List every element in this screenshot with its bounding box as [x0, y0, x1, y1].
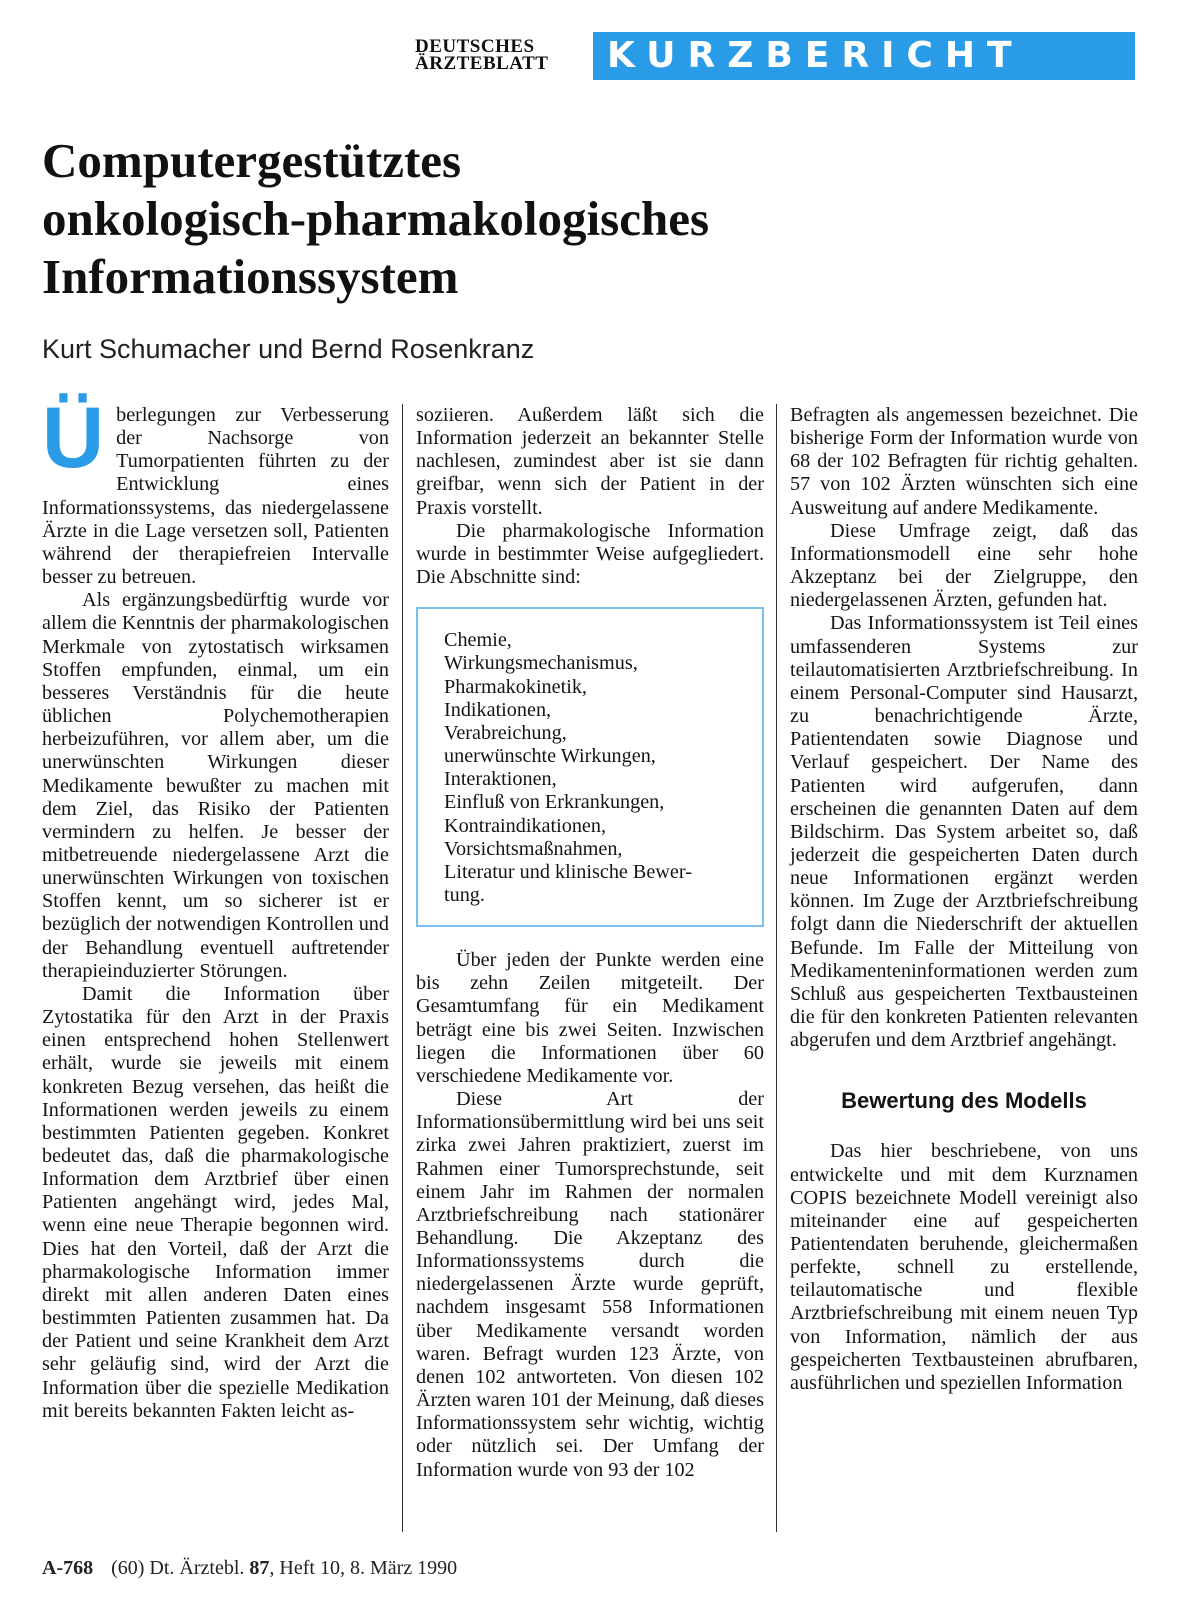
article-title-line3: Informationssystem — [42, 249, 459, 304]
citation-volume: 87 — [249, 1557, 270, 1579]
paragraph: soziieren. Außerdem läßt sich die Information jederzeit an bekannter Stelle nachlesen, zumindest aber ist sie dann greifbar, wenn sich der Patient in der Praxis vorstellt. — [416, 404, 764, 519]
section-heading: Bewertung des Modells — [841, 1088, 1087, 1114]
list-item: unerwünschte Wirkungen, — [444, 745, 656, 768]
list-item: Pharmakokinetik, — [444, 675, 587, 698]
paragraph: Befragten als angemessen bezeichnet. Die bisherige Form der Information wurde von 68 der 102 Befragten für richtig gehalten. 57 von 102 Ärzten wünschten sich eine Ausweitung auf andere Medikamente. — [790, 404, 1138, 519]
column-divider — [776, 404, 777, 1532]
sections-list-box — [416, 607, 764, 927]
journal-name-line1: DEUTSCHES — [415, 36, 535, 57]
paragraph: Damit die Information über Zytostatika für den Arzt in der Praxis einen entsprechend hohen Stellenwert erhält, wurde sie jeweils mit einem konkreten Bezug versehen, das heißt die Informationen werden jeweils zu einem bestimmten Patienten gegeben. Konkret bedeutet das, daß die pharmakologische Information dem Arztbrief über einen Patienten angehängt wird, jedes Mal, wenn eine neue Therapie begonnen wird. Dies hat den Vorteil, daß der Arzt die pharmakologische Information immer direkt mit allen anderen Daten eines bestimmten Patienten zusammen hat. Da der Patient und seine Krankheit dem Arzt sehr geläufig sind, wird der Arzt die Information über die spezielle Medikation mit bereits bekannten Fakten leicht as- — [42, 982, 389, 1422]
page-footer — [42, 1557, 457, 1580]
column-divider — [402, 404, 403, 1532]
paragraph: Diese Art der Informationsübermittlung wird bei uns seit zirka zwei Jahren praktiziert, zuerst im Rahmen einer Tumorsprechstunde, seit einem Jahr im Rahmen der normalen Arztbriefschreibung nach stationärer Behandlung. Die Akzeptanz des Informationssystems durch die niedergelassenen Ärzte wurde geprüft, nachdem insgesamt 558 Informationen über Medikamente versandt worden waren. Befragt wurden 123 Ärzte, von denen 102 antworteten. Von diesen 102 Ärzten waren 101 der Meinung, daß dieses Informationssystem sehr wichtig, wichtig oder nützlich sei. Der Umfang der Information wurde von 93 der 102 — [416, 1088, 764, 1481]
list-item: Kontraindikationen, — [444, 814, 607, 837]
section-banner: KURZBERICHT — [593, 32, 1135, 80]
article-title-line1: Computergestütztes — [42, 133, 462, 188]
paragraph: Diese Umfrage zeigt, daß das Informationsmodell eine sehr hohe Akzeptanz bei der Zielgruppe, den niedergelassenen Ärzten, gefunden hat. — [790, 519, 1138, 612]
text-column-2 — [416, 404, 764, 1482]
article-title — [42, 132, 1042, 306]
citation-suffix: , Heft 10, 8. März 1990 — [269, 1557, 458, 1579]
list-item: Einfluß von Erkrankungen, — [444, 791, 665, 814]
journal-name-line2: ÄRZTEBLATT — [415, 53, 549, 74]
list-item: tung. — [444, 883, 485, 906]
paragraph: Als ergänzungsbedürftig wurde vor allem die Kenntnis der pharmakologischen Merkmale von zytostatisch wirksamen Stoffen empfunden, einmal, um ein besseres Verständnis für die heute üblichen Polychemotherapien herbeizuführen, vor allem aber, um die unerwünschten Wirkungen dieser Medikamente bewußter zu machen mit dem Ziel, das Risiko der Patienten vermindern zu helfen. Je besser der mitbetreuende niedergelassene Arzt die unerwünschten Wirkungen von toxischen Stoffen kennt, um so sicherer ist er bezüglich der notwendigen Kontrollen und der Behandlung eventuell auftretender therapieinduzierter Störungen. — [42, 589, 389, 982]
masthead — [415, 32, 1135, 78]
page-number: A-768 — [42, 1557, 94, 1579]
journal-name — [415, 38, 590, 72]
list-item: Verabreichung, — [444, 721, 567, 744]
paragraph: Das Informationssystem ist Teil eines umfassenderen Systems zur teilautomatisierten Arztbriefschreibung. In einem Personal-Computer sind Hausarzt, zu benachrichtigende Ärzte, Patientendaten sowie Diagnose und Verlauf gespeichert. Der Name des Patienten wird aufgerufen, dann erscheinen die genannten Daten auf dem Bildschirm. Das System arbeitet so, daß jederzeit die gespeicherten Daten durch neue Informationen ergänzt werden können. Im Zuge der Arztbriefschreibung folgt dann die Niederschrift der aktuellen Befunde. Im Falle der Mitteilung von Medikamenteninformationen werden zum Schluß aus gespeicherten Textbausteinen die für den konkreten Patienten relevanten abgerufen und dem Arztbrief angehängt. — [790, 612, 1138, 1052]
list-item: Interaktionen, — [444, 768, 557, 791]
list-item: Vorsichtsmaßnahmen, — [444, 837, 623, 860]
article-title-line2: onkologisch-pharmakologisches — [42, 191, 710, 246]
paragraph: Die pharmakologische Information wurde in bestimmter Weise aufgegliedert. Die Abschnitte sind: — [416, 519, 764, 589]
paragraph-text: berlegungen zur Verbesserung der Nachsorge von Tumorpatienten führten zu der Entwicklung eines Informationssystems, das niedergelassene Ärzte in die Lage versetzen soll, Patienten während der therapiefreien Intervalle besser zu betreuen. — [42, 404, 389, 589]
paragraph: Über jeden der Punkte werden eine bis zehn Zeilen mitgeteilt. Der Gesamtumfang für ein Medikament beträgt eine bis zwei Seiten. Inzwischen liegen die Informationen über 60 verschiedene Medikamente vor. — [416, 949, 764, 1087]
list-item: Literatur und klinische Bewer- — [444, 860, 692, 883]
text-column-3 — [790, 404, 1138, 1395]
paragraph: Das hier beschriebene, von uns entwickelte und mit dem Kurznamen COPIS bezeichnete Modell vereinigt also miteinander eine auf gespeicherten Patientendaten beruhende, gleichermaßen perfekte, schnell zu erstellende, teilautomatische und flexible Arztbriefschreibung mit einem neuen Typ von Information, nämlich der aus gespeicherten Textbausteinen abrufbaren, ausführlichen und speziellen Information — [790, 1140, 1138, 1394]
list-item: Chemie, — [444, 629, 512, 652]
list-item: Wirkungsmechanismus, — [444, 652, 638, 675]
citation-prefix: (60) Dt. Ärztebl. — [111, 1557, 245, 1579]
list-item: Indikationen, — [444, 698, 552, 721]
text-column-1 — [42, 390, 389, 1423]
drop-cap: Ü — [42, 390, 105, 486]
article-authors: Kurt Schumacher und Bernd Rosenkranz — [42, 334, 535, 364]
paragraph — [42, 390, 389, 589]
